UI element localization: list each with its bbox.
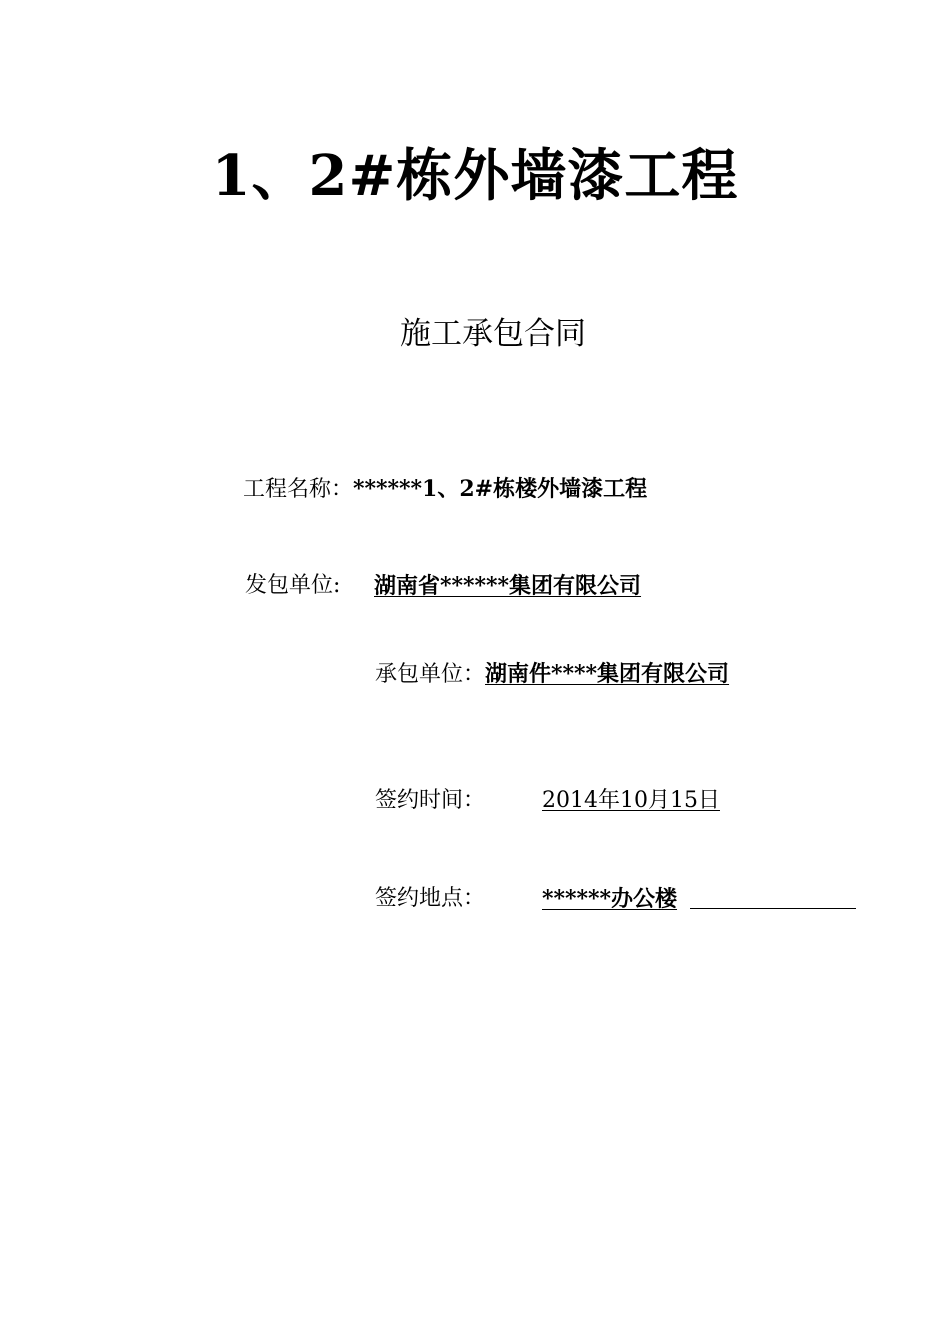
sign-date-label: 签约时间：: [375, 788, 486, 813]
project-name-row: [243, 474, 647, 505]
project-name-value: ******1、2#栋楼外墙漆工程: [353, 476, 648, 502]
sign-place-value: ******办公楼: [542, 886, 678, 912]
contractor-label: 承包单位：: [375, 662, 486, 687]
contractor-row: [375, 659, 755, 690]
sign-place-label: 签约地点：: [375, 886, 486, 911]
sign-place-underline: [690, 908, 856, 909]
employer-label: 发包单位:: [245, 573, 341, 598]
project-name-label: 工程名称：: [243, 477, 354, 502]
employer-value: 湖南省******集团有限公司: [374, 573, 642, 599]
document-title: 1、2#栋外墙漆工程: [211, 143, 739, 209]
document-subtitle: 施工承包合同: [400, 316, 586, 352]
sign-date-value: 2014年10月15日: [542, 788, 720, 813]
contractor-value: 湖南件****集团有限公司: [485, 661, 730, 687]
